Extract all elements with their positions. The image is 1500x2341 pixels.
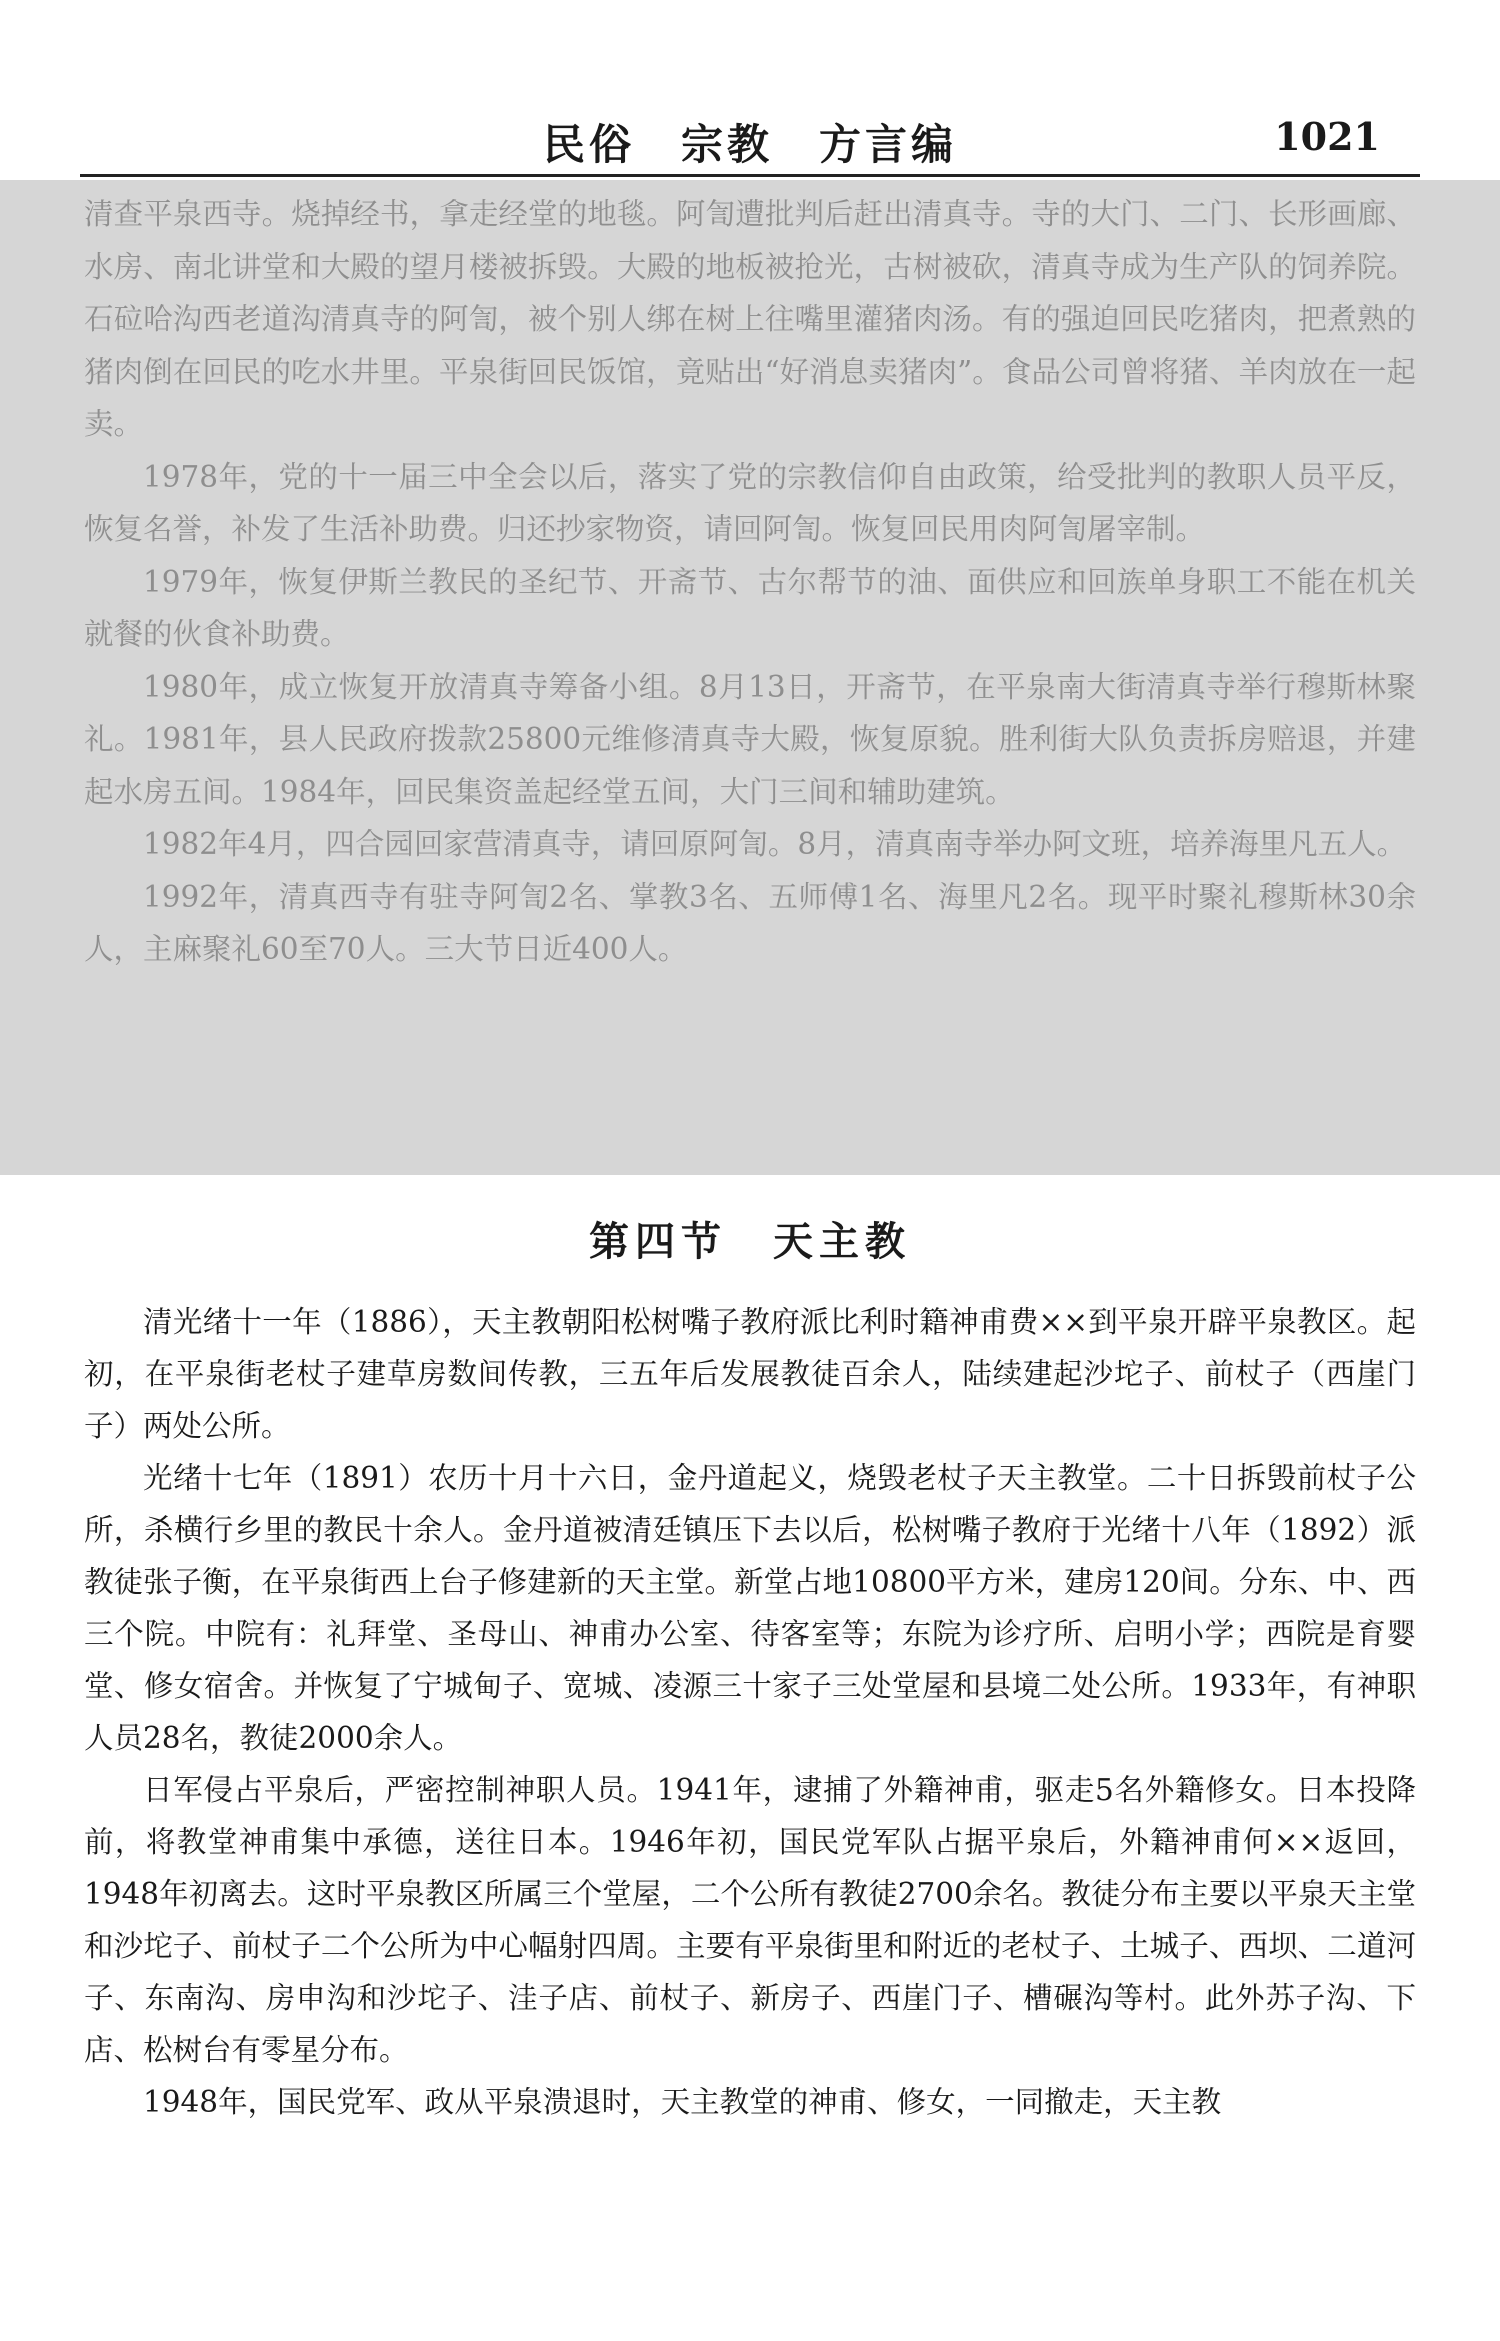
body-text-block xyxy=(84,1296,1416,2128)
section-heading: 第四节 天主教 xyxy=(589,1219,911,1265)
running-title: 民俗 宗教 方言编 xyxy=(542,120,957,169)
paragraph: 光绪十七年（1891）农历十月十六日，金丹道起义，烧毁老杖子天主教堂。二十日拆毁前杖子公所，杀横行乡里的教民十余人。金丹道被清廷镇压下去以后，松树嘴子教府于光绪十八年（1892）派教徒张子衡，在平泉街西上台子修建新的天主堂。新堂占地10800平方米，建房120间。分东、中、西三个院。中院有：礼拜堂、圣母山、神甫办公室、待客室等；东院为诊疗所、启明小学；西院是育婴堂、修女宿舍。并恢复了宁城甸子、宽城、凌源三十家子三处堂屋和县境二处公所。1933年，有神职人员28名，教徒2000余人。 xyxy=(84,1461,1416,1755)
highlighted-text-block xyxy=(84,188,1416,976)
page-header xyxy=(80,104,1420,177)
paragraph: 1992年，清真西寺有驻寺阿訇2名、掌教3名、五师傅1名、海里凡2名。现平时聚礼穆斯林30余人，主麻聚礼60至70人。三大节日近400人。 xyxy=(84,879,1416,966)
paragraph: 1980年，成立恢复开放清真寺筹备小组。8月13日，开斋节，在平泉南大街清真寺举行穆斯林聚礼。1981年，县人民政府拨款25800元维修清真寺大殿，恢复原貌。胜利街大队负责拆房赔退，并建起水房五间。1984年，回民集资盖起经堂五间，大门三间和辅助建筑。 xyxy=(84,669,1416,809)
paragraph: 日军侵占平泉后，严密控制神职人员。1941年，逮捕了外籍神甫，驱走5名外籍修女。日本投降前，将教堂神甫集中承德，送往日本。1946年初，国民党军队占据平泉后，外籍神甫何××返回，1948年初离去。这时平泉教区所属三个堂屋，二个公所有教徒2700余名。教徒分布主要以平泉天主堂和沙坨子、前杖子二个公所为中心幅射四周。主要有平泉街里和附近的老杖子、土城子、西坝、二道河子、东南沟、房申沟和沙坨子、洼子店、前杖子、新房子、西崖门子、槽碾沟等村。此外苏子沟、下店、松树台有零星分布。 xyxy=(84,1773,1416,2067)
paragraph: 1982年4月，四合园回家营清真寺，请回原阿訇。8月，清真南寺举办阿文班，培养海里凡五人。 xyxy=(143,827,1407,861)
paragraph: 1948年，国民党军、政从平泉溃退时，天主教堂的神甫、修女，一同撤走，天主教 xyxy=(143,2085,1222,2119)
paragraph: 清光绪十一年（1886），天主教朝阳松树嘴子教府派比利时籍神甫费××到平泉开辟平泉教区。起初，在平泉街老杖子建草房数间传教，三五年后发展教徒百余人，陆续建起沙坨子、前杖子（西崖门子）两处公所。 xyxy=(84,1305,1416,1443)
paragraph: 1979年，恢复伊斯兰教民的圣纪节、开斋节、古尔帮节的油、面供应和回族单身职工不能在机关就餐的伙食补助费。 xyxy=(84,564,1416,651)
paragraph: 1978年，党的十一届三中全会以后，落实了党的宗教信仰自由政策，给受批判的教职人员平反，恢复名誉，补发了生活补助费。归还抄家物资，请回阿訇。恢复回民用肉阿訇屠宰制。 xyxy=(84,459,1416,546)
paragraph: 清查平泉西寺。烧掉经书，拿走经堂的地毯。阿訇遭批判后赶出清真寺。寺的大门、二门、长形画廊、水房、南北讲堂和大殿的望月楼被拆毁。大殿的地板被抢光，古树被砍，清真寺成为生产队的饲养院。石砬哈沟西老道沟清真寺的阿訇，被个别人绑在树上往嘴里灌猪肉汤。有的强迫回民吃猪肉，把煮熟的猪肉倒在回民的吃水井里。平泉街回民饭馆，竟贴出“好消息卖猪肉”。食品公司曾将猪、羊肉放在一起卖。 xyxy=(84,197,1416,441)
page-number: 1021 xyxy=(1274,114,1380,159)
